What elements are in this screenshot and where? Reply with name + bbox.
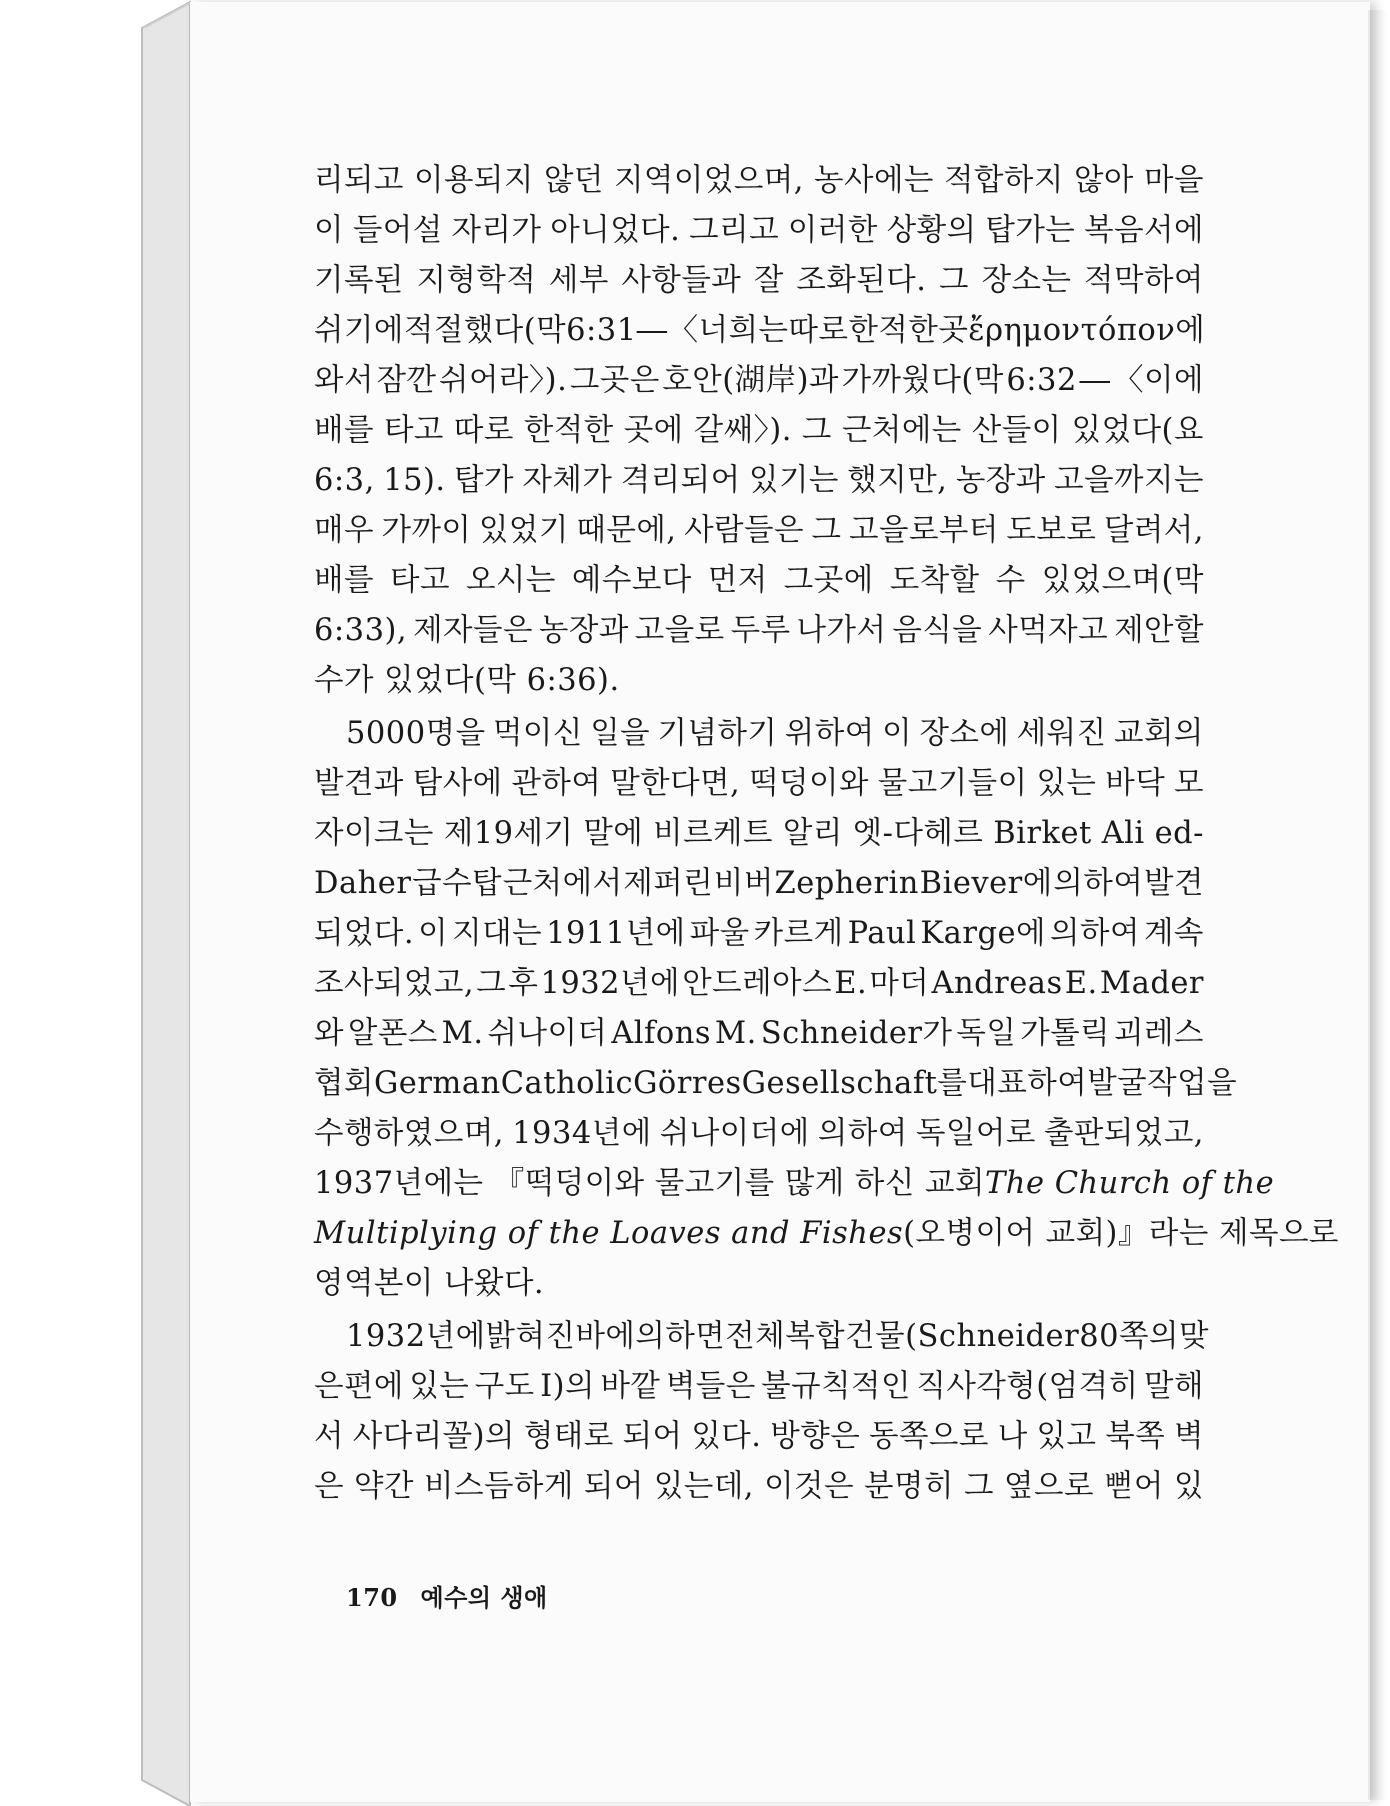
- word: 아니었다.: [550, 213, 681, 248]
- word: 바에: [575, 1319, 636, 1354]
- word: 일을: [590, 716, 651, 751]
- word: 근처에서: [502, 866, 623, 901]
- word: 적절했다(막: [403, 313, 567, 348]
- word: ―: [636, 313, 668, 348]
- word: 사람들은: [684, 513, 804, 548]
- word: 마을: [1143, 163, 1204, 198]
- word: 의하여: [1050, 916, 1140, 951]
- text-line: [314, 1362, 1204, 1412]
- word: 이: [314, 213, 344, 248]
- text-line: [314, 1109, 1204, 1159]
- word: 그곳에: [783, 563, 874, 598]
- word: German: [373, 1066, 501, 1101]
- word: 조화된다.: [796, 263, 927, 298]
- word: ―: [1079, 363, 1111, 398]
- word: 제퍼린: [623, 866, 714, 901]
- word: 엣-다헤르: [852, 816, 984, 851]
- word: 형태로: [523, 1419, 614, 1454]
- word: 한적한: [848, 313, 939, 348]
- word: 의하여: [817, 1116, 908, 1151]
- word: 제자들은: [413, 613, 533, 648]
- word: 자이크는: [314, 816, 434, 851]
- word: 작업을: [1147, 1066, 1238, 1101]
- word: 15).: [383, 463, 446, 498]
- word: 적막하여: [1084, 263, 1204, 298]
- word: Karge에: [920, 916, 1046, 951]
- word: 알리: [782, 816, 843, 851]
- word: 음식을: [892, 613, 983, 648]
- word: 적합하지: [944, 163, 1064, 198]
- italic-book-title: Multiplying of the Loaves and Fishes: [314, 1216, 904, 1251]
- word: 사먹자고: [988, 613, 1109, 648]
- word: 떡덩이와: [749, 766, 869, 801]
- word: 수: [995, 563, 1026, 598]
- word: 농장과: [538, 613, 629, 648]
- word: 타고: [389, 563, 450, 598]
- word: 관하여: [511, 766, 602, 801]
- word: 방향은: [770, 1419, 861, 1454]
- text-line: [314, 1312, 1209, 1362]
- text-line: [314, 959, 1204, 1009]
- word: 있는: [1036, 766, 1097, 801]
- word: 있는: [409, 1369, 470, 1404]
- word: 먹이신: [492, 716, 583, 751]
- word: 5000명을: [346, 716, 486, 751]
- word: 분명히: [864, 1469, 954, 1504]
- word: 교회의: [1114, 716, 1204, 751]
- word: 의하면: [635, 1319, 726, 1354]
- word: E.: [1064, 966, 1098, 1001]
- word: 잘: [753, 263, 784, 298]
- word: 곳에: [623, 413, 684, 448]
- word: 1932년에: [540, 966, 681, 1001]
- word: 있: [1173, 1469, 1204, 1504]
- word: 있다.: [691, 1419, 762, 1454]
- word: 직사각형(엄격히: [916, 1369, 1139, 1404]
- word: 자체가: [522, 463, 613, 498]
- text-segment: (오병이어 교회)』라는 제목으로: [903, 1216, 1339, 1251]
- word: 오시는: [465, 563, 556, 598]
- word: 고을로부터: [849, 513, 999, 548]
- text-line: [314, 506, 1204, 556]
- word: 되어: [583, 1469, 644, 1504]
- word: 이것은: [764, 1469, 854, 1504]
- word: 1932년에: [346, 1319, 486, 1354]
- word: 1911년에: [546, 916, 686, 951]
- word: 갈쌔〉).: [693, 413, 792, 448]
- word: ed-: [1154, 816, 1204, 851]
- word: 한적한: [523, 413, 614, 448]
- word: 타고: [383, 413, 444, 448]
- word: 고을로: [634, 613, 725, 648]
- word: Alfons: [611, 1016, 712, 1051]
- word: 약간: [354, 1469, 414, 1504]
- word: 지역이었으며,: [613, 163, 804, 198]
- word: 잠깐: [376, 363, 437, 398]
- text-segment: 1937년에는 『떡덩이와 물고기를 많게 하신 교회: [314, 1166, 985, 1201]
- word: 예수보다: [571, 563, 692, 598]
- word: M.: [714, 1016, 757, 1051]
- word: 와: [314, 1016, 344, 1051]
- word: 비르케트: [653, 816, 773, 851]
- word: 자리가: [451, 213, 542, 248]
- word: 제19세기: [443, 816, 574, 851]
- text-line: [314, 1412, 1204, 1462]
- word: 쉬어라〉).: [439, 363, 568, 398]
- word: 않아: [1073, 163, 1134, 198]
- word: 〈너희는: [667, 313, 789, 348]
- word: 마더: [869, 966, 930, 1001]
- word: 탐사에: [412, 766, 503, 801]
- word: 도보로: [1006, 513, 1097, 548]
- word: 호안(湖岸)과: [662, 363, 839, 398]
- page-footer: [346, 1578, 548, 1613]
- word: 밝혀진: [485, 1319, 576, 1354]
- word: 따로: [788, 313, 849, 348]
- word: 탑가는: [985, 213, 1076, 248]
- text-line: [314, 406, 1204, 456]
- word: 바닥: [1105, 766, 1166, 801]
- word: 있는데,: [653, 1469, 755, 1504]
- word: Birket: [993, 816, 1092, 851]
- word: 6:31: [566, 313, 637, 348]
- word: 카르게: [753, 916, 844, 951]
- text-line: [314, 206, 1204, 256]
- word: 배를: [314, 413, 374, 448]
- word: 이: [882, 716, 913, 751]
- word: 기념하기: [657, 716, 778, 751]
- word: Catholic: [500, 1066, 634, 1101]
- word: 서: [314, 1419, 344, 1454]
- word: 고을까지는: [1054, 463, 1204, 498]
- word: 탑가: [454, 463, 514, 498]
- word: 그곳은: [569, 363, 660, 398]
- text-line: [314, 306, 1204, 356]
- word: 6:33),: [314, 613, 408, 648]
- word: Görres: [633, 1066, 742, 1101]
- word: 은편에: [314, 1369, 404, 1404]
- word: 사항들과: [621, 263, 742, 298]
- word: 쉬나이더: [487, 1016, 608, 1051]
- text-line: [314, 1462, 1204, 1512]
- word: Paul: [847, 916, 917, 951]
- word: 그: [963, 1469, 994, 1504]
- page-number: 170: [346, 1583, 398, 1612]
- word: 발견: [1144, 866, 1204, 901]
- word: 동쪽으로: [869, 1419, 989, 1454]
- word: 옆으로: [1004, 1469, 1094, 1504]
- word: 따로: [453, 413, 514, 448]
- word: 북쪽: [1105, 1419, 1166, 1454]
- word: 조사되었고,: [314, 966, 475, 1001]
- word: 장소는: [981, 263, 1072, 298]
- text-line: [314, 456, 1204, 506]
- text-line: [314, 1059, 1238, 1109]
- word: 물고기들이: [877, 766, 1028, 801]
- word: 벽: [1174, 1419, 1204, 1454]
- word: 산들이: [971, 413, 1062, 448]
- word: 수행하였으며,: [314, 1116, 504, 1151]
- word: 농사에는: [814, 163, 934, 198]
- text-line: [314, 556, 1204, 606]
- word: 계속: [1143, 916, 1204, 951]
- word: 가톨릭: [1020, 1016, 1111, 1051]
- word: 되었다.: [314, 916, 415, 951]
- word: 리되고: [314, 163, 404, 198]
- word: 세워진: [1016, 716, 1107, 751]
- word: 세부: [548, 263, 609, 298]
- word: 달려서,: [1103, 513, 1204, 548]
- word: I)의: [540, 1369, 595, 1404]
- word: 독일: [956, 1016, 1017, 1051]
- word: 들어설: [352, 213, 443, 248]
- word: 격리되어: [620, 463, 741, 498]
- word: 않던: [543, 163, 604, 198]
- word: 와서: [314, 363, 374, 398]
- word: 상황의: [886, 213, 977, 248]
- word: 80쪽의: [1079, 1319, 1179, 1354]
- word: 있기는: [748, 463, 839, 498]
- word: 은: [314, 1469, 344, 1504]
- word: 말해: [1143, 1369, 1204, 1404]
- text-line: 수가 있었다(막 6:36).: [314, 663, 620, 698]
- text-line: [314, 759, 1204, 809]
- word: ἔρημον: [968, 313, 1081, 348]
- text-line-with-italic-title: [314, 1209, 1339, 1259]
- word: Mader: [1099, 966, 1204, 1001]
- word: 그리고: [689, 213, 780, 248]
- word: 쉬기에: [314, 313, 404, 348]
- word: 때문에,: [576, 513, 677, 548]
- word: 있고: [1036, 1419, 1097, 1454]
- text-line: [314, 809, 1204, 859]
- text-line: [314, 606, 1204, 656]
- word: 사다리꼴)의: [352, 1419, 516, 1454]
- text-line: [314, 256, 1204, 306]
- word: 곳: [938, 313, 969, 348]
- word: Zepherin: [774, 866, 919, 901]
- word: 독일어로: [915, 1116, 1036, 1151]
- word: 건물(Schneider: [845, 1319, 1080, 1354]
- word: Schneider가: [760, 1016, 953, 1051]
- word: Ali: [1101, 816, 1145, 851]
- word: 되어: [622, 1419, 683, 1454]
- word: 근처에는: [841, 413, 962, 448]
- word: 이: [418, 916, 449, 951]
- text-line: [314, 356, 1204, 406]
- word: 6:3,: [314, 463, 375, 498]
- word: 비버: [713, 866, 774, 901]
- word: 비스듬하게: [424, 1469, 574, 1504]
- word: 출판되었고,: [1043, 1116, 1204, 1151]
- page-shadow: [1368, 10, 1388, 1800]
- word: 맞: [1178, 1319, 1209, 1354]
- word: 모: [1174, 766, 1204, 801]
- text-line: [314, 859, 1204, 909]
- word: 복음서에: [1084, 213, 1204, 248]
- word: 가까웠다(막: [841, 363, 1004, 398]
- word: E.: [834, 966, 868, 1001]
- word: 이용되지: [413, 163, 534, 198]
- word: 불규칙적인: [761, 1369, 911, 1404]
- word: 그: [811, 513, 842, 548]
- word: 구도: [474, 1369, 535, 1404]
- word: 농장과: [955, 463, 1046, 498]
- text-line: [314, 909, 1204, 959]
- word: Gesellschaft를: [741, 1066, 968, 1101]
- word: 나: [997, 1419, 1028, 1454]
- word: 지대는: [452, 916, 543, 951]
- word: Daher: [314, 866, 412, 901]
- text-line: 영역본이 나왔다.: [314, 1266, 545, 1301]
- word: 그: [801, 413, 832, 448]
- word: 쉬나이더에: [659, 1116, 810, 1151]
- word: 말에: [583, 816, 644, 851]
- word: 장소에: [919, 716, 1010, 751]
- body-text: [314, 156, 1339, 1512]
- word: 먼저: [707, 563, 768, 598]
- word: 알폰스: [347, 1016, 438, 1051]
- word: 파울: [689, 916, 750, 951]
- word: 후: [508, 966, 539, 1001]
- word: 말한다면,: [610, 766, 741, 801]
- word: 그: [939, 263, 969, 298]
- text-line: [314, 1009, 1204, 1059]
- word: 매우: [314, 513, 374, 548]
- word: 기록된: [314, 263, 404, 298]
- text-line: [314, 156, 1204, 206]
- word: 발견과: [314, 766, 404, 801]
- word: 있었다(요: [1071, 413, 1204, 448]
- word: 뻗어: [1103, 1469, 1164, 1504]
- word: 바깥: [600, 1369, 661, 1404]
- word: 이러한: [787, 213, 878, 248]
- word: Biever에: [919, 866, 1053, 901]
- word: 지형학적: [416, 263, 537, 298]
- word: 복합: [785, 1319, 846, 1354]
- word: 있었기: [478, 513, 569, 548]
- word: 제안할: [1114, 613, 1204, 648]
- word: 발굴: [1087, 1066, 1148, 1101]
- word: M.: [441, 1016, 484, 1051]
- word: 가까이: [381, 513, 472, 548]
- word: 괴레스: [1114, 1016, 1204, 1051]
- word: 협회: [314, 1066, 374, 1101]
- word: 〈이에: [1113, 363, 1204, 398]
- word: τόπον에: [1080, 313, 1206, 348]
- word: Andreas: [931, 966, 1063, 1001]
- word: 급수탑: [412, 866, 503, 901]
- text-line-with-italic-title: [314, 1159, 1275, 1209]
- word: 있었으며(막: [1041, 563, 1204, 598]
- word: 대표하여: [967, 1066, 1088, 1101]
- word: 두루: [730, 613, 791, 648]
- word: 위하여: [784, 716, 875, 751]
- word: 나가서: [796, 613, 887, 648]
- word: 배를: [314, 563, 374, 598]
- word: 벽들은: [665, 1369, 756, 1404]
- word: 안드레아스: [682, 966, 833, 1001]
- text-line: [314, 709, 1204, 759]
- italic-book-title: The Church of the: [984, 1166, 1275, 1201]
- word: 1934년에: [512, 1116, 652, 1151]
- word: 전체: [725, 1319, 786, 1354]
- word: 6:32: [1006, 363, 1077, 398]
- running-title: 예수의 생애: [420, 1583, 548, 1612]
- word: 했지만,: [847, 463, 948, 498]
- word: 의하여: [1053, 866, 1144, 901]
- word: 그: [476, 966, 507, 1001]
- word: 도착할: [889, 563, 980, 598]
